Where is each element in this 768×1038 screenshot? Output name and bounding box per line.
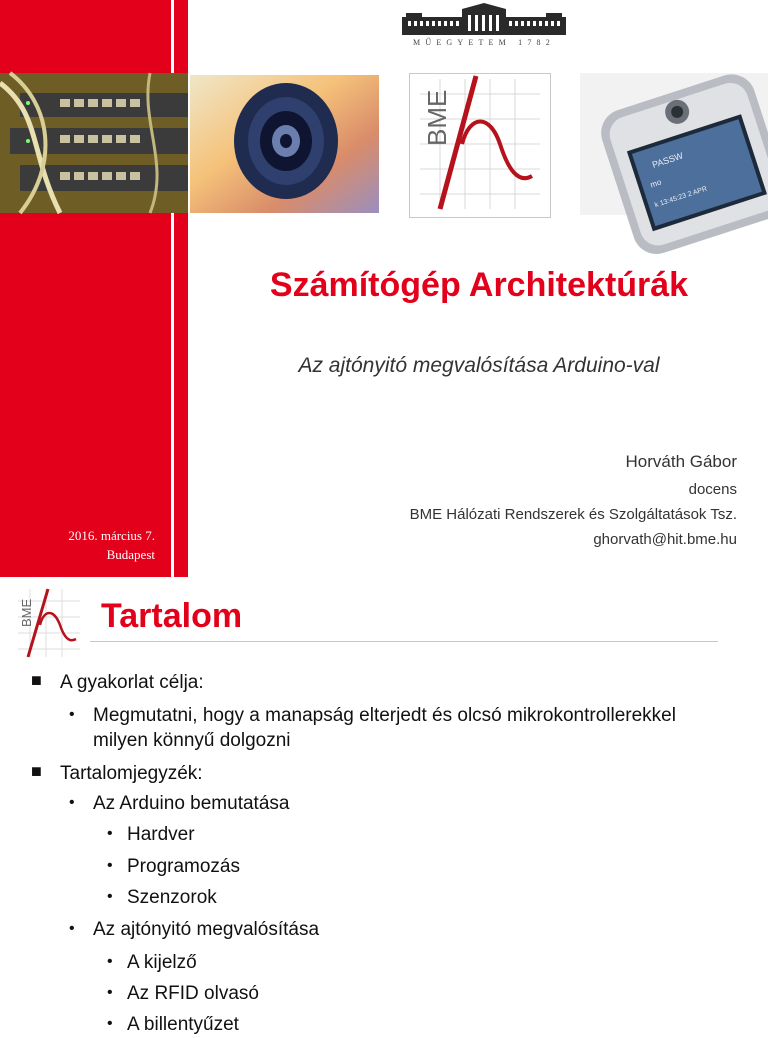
bullet-text: Az RFID olvasó	[127, 983, 259, 1004]
university-name: MŰEGYETEM 1782	[413, 38, 555, 47]
bme-small-logo-text: BME	[19, 598, 34, 627]
presentation-date: 2016. március 7.	[68, 528, 155, 543]
bullet-item	[31, 670, 204, 696]
network-switch-photo	[0, 73, 188, 213]
optical-disc-photo	[190, 75, 379, 213]
dot-bullet-icon: •	[69, 920, 75, 937]
author-email: ghorvath@hit.bme.hu	[593, 531, 737, 548]
bullet-item	[69, 917, 320, 943]
date-block	[0, 526, 155, 564]
bullet-item	[107, 1012, 239, 1038]
bullet-text: Az Arduino bemutatása	[93, 793, 290, 814]
bullet-item	[69, 703, 676, 729]
dot-bullet-icon: •	[107, 888, 113, 905]
bullet-text: Szenzorok	[127, 887, 217, 908]
bullet-item	[107, 981, 259, 1007]
dot-bullet-icon: •	[107, 984, 113, 1001]
presentation-place: Budapest	[106, 547, 155, 562]
bullet-text: Megmutatni, hogy a manapság elterjedt és olcsó mikrokontrollerekkel	[93, 705, 676, 726]
contents-title: Tartalom	[101, 597, 243, 635]
dot-bullet-icon: •	[107, 1015, 113, 1032]
title-divider	[90, 641, 718, 642]
bullet-text: A gyakorlat célja:	[60, 672, 204, 693]
contents-slide	[0, 577, 768, 1035]
bullet-item	[107, 854, 240, 880]
bullet-text: Hardver	[127, 824, 195, 845]
bullet-item	[107, 950, 197, 976]
slide-subtitle: Az ajtónyitó megvalósítása Arduino-val	[298, 354, 660, 377]
phone-screen-line-2: mo	[649, 177, 663, 190]
mobile-phone-photo	[580, 73, 768, 215]
dot-bullet-icon: •	[69, 794, 75, 811]
dot-bullet-icon: •	[69, 706, 75, 723]
bme-small-logo	[14, 587, 84, 659]
author-department: BME Hálózati Rendszerek és Szolgáltatások Tsz.	[409, 506, 737, 523]
slide-title: Számítógép Architektúrák	[269, 266, 689, 304]
author-position: docens	[688, 481, 737, 498]
author-name: Horváth Gábor	[625, 452, 737, 471]
square-bullet-icon: ■	[31, 761, 42, 781]
bullet-item	[31, 761, 203, 787]
phone-screen-line-3: k 13:45:23 2 APR	[654, 185, 708, 210]
square-bullet-icon: ■	[31, 670, 42, 690]
bullet-text: Az ajtónyitó megvalósítása	[93, 919, 320, 940]
bme-logo-text: BME	[422, 89, 452, 146]
bullet-text: Programozás	[127, 856, 240, 877]
bullet-item	[107, 885, 217, 911]
bullet-item	[93, 728, 291, 754]
bullet-item	[107, 822, 195, 848]
bullet-text: A billentyűzet	[127, 1014, 239, 1035]
bme-logo-frame	[409, 73, 551, 218]
dot-bullet-icon: •	[107, 825, 113, 842]
dot-bullet-icon: •	[107, 953, 113, 970]
phone-screen-line-1: PASSW	[650, 150, 685, 170]
university-building-icon	[402, 3, 566, 37]
bullet-item	[69, 791, 290, 817]
bullet-text: milyen könnyű dolgozni	[93, 730, 291, 751]
author-block	[410, 451, 737, 552]
bullet-text: Tartalomjegyzék:	[60, 763, 203, 784]
bullet-text: A kijelző	[127, 952, 197, 973]
dot-bullet-icon: •	[107, 857, 113, 874]
